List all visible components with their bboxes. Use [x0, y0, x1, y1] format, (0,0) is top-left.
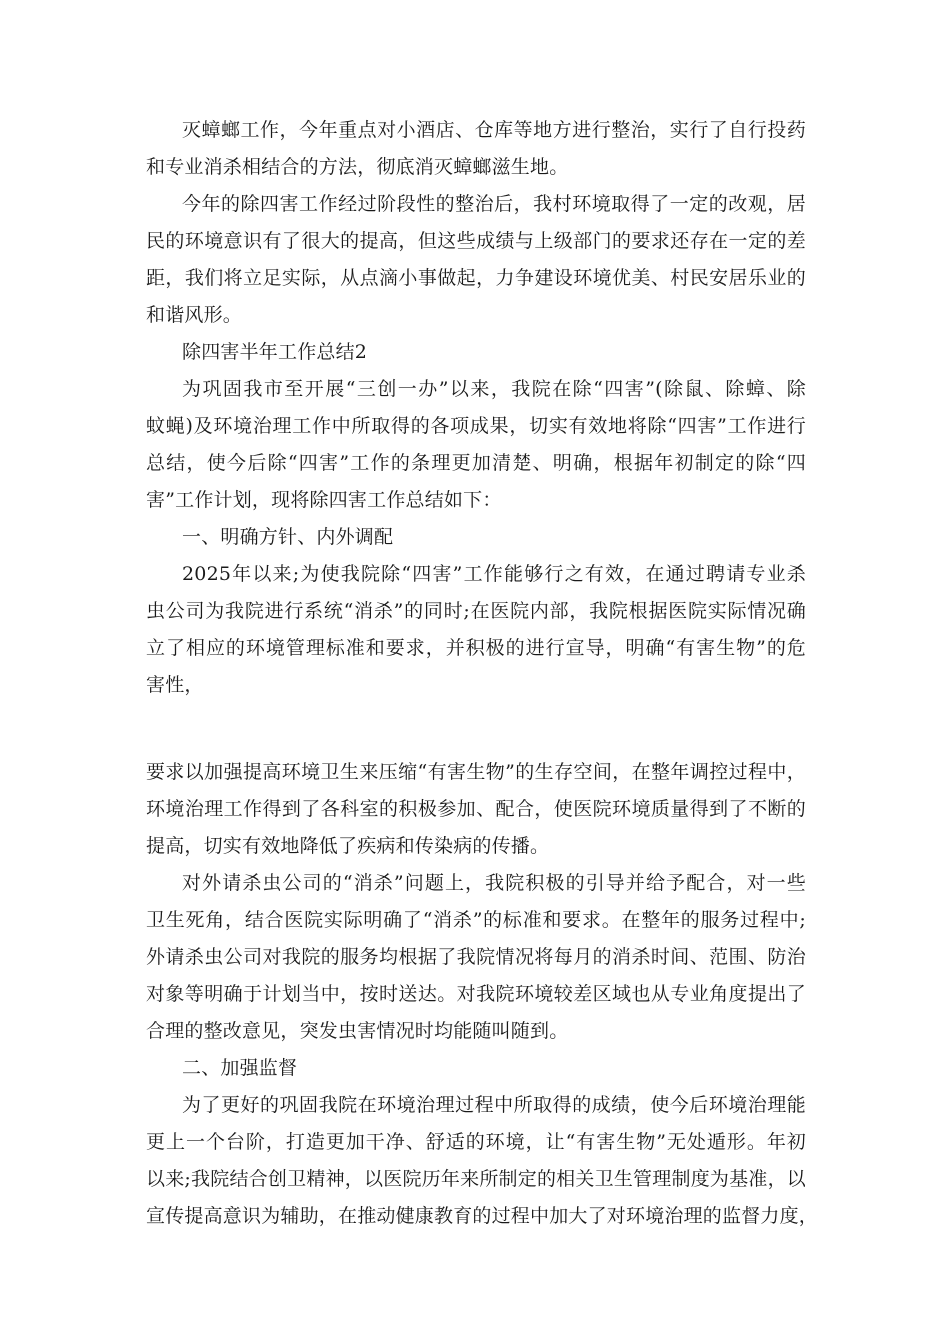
text-line: 外请杀虫公司对我院的服务均根据了我院情况将每月的消杀时间、范围、防治: [146, 946, 806, 968]
text-line: 对外请杀虫公司的“消杀”问题上，我院积极的引导并给予配合，对一些: [182, 872, 806, 894]
text-line: 对象等明确于计划当中，按时送达。对我院环境较差区域也从专业角度提出了: [146, 983, 806, 1005]
paragraph-environment: [146, 754, 806, 865]
text-line: 为了更好的巩固我院在环境治理过程中所取得的成绩，使今后环境治理能: [182, 1094, 806, 1116]
paragraph-pest-company: [146, 865, 806, 1050]
text-line: 距，我们将立足实际，从点滴小事做起，力争建设环境优美、村民安居乐业的: [146, 267, 806, 289]
section-heading: 除四害半年工作总结2: [182, 341, 368, 363]
text-line: 和专业消杀相结合的方法，彻底消灭蟑螂滋生地。: [146, 156, 569, 178]
text-line: 民的环境意识有了很大的提高，但这些成绩与上级部门的要求还存在一定的差: [146, 230, 806, 252]
text-line: 要求以加强提高环境卫生来压缩“有害生物”的生存空间，在整年调控过程中，: [146, 761, 806, 783]
document-page: [146, 112, 819, 1235]
text-line: 害性，: [146, 674, 204, 696]
paragraph-policy: [146, 556, 806, 704]
text-line: 为巩固我市至开展“三创一办”以来，我院在除“四害”(除鼠、除蟑、除: [182, 378, 806, 400]
text-line: 2025年以来;为使我院除“四害”工作能够行之有效，在通过聘请专业杀: [182, 563, 806, 585]
text-line: 立了相应的环境管理标准和要求，并积极的进行宣导，明确“有害生物”的危: [146, 637, 806, 659]
paragraph-supervision: [146, 1087, 819, 1235]
subsection-title: 二、加强监督: [182, 1057, 298, 1079]
text-line: 虫公司为我院进行系统“消杀”的同时;在医院内部，我院根据医院实际情况确: [146, 600, 806, 622]
text-line: 蚊蝇)及环境治理工作中所取得的各项成果，切实有效地将除“四害”工作进行: [146, 415, 806, 437]
text-line: 宣传提高意识为辅助，在推动健康教育的过程中加大了对环境治理的监督力度，: [146, 1205, 819, 1227]
subsection-title: 一、明确方针、内外调配: [182, 526, 394, 548]
page-break-gap: [146, 704, 806, 754]
paragraph-cockroach-control: [146, 112, 806, 186]
text-line: 更上一个台阶，打造更加干净、舒适的环境，让“有害生物”无处遁形。年初: [146, 1131, 806, 1153]
paragraph-intro: [146, 371, 806, 519]
text-line: 和谐风形。: [146, 304, 243, 326]
text-line: 提高，切实有效地降低了疾病和传染病的传播。: [146, 835, 550, 857]
text-line: 环境治理工作得到了各科室的积极参加、配合，使医院环境质量得到了不断的: [146, 798, 806, 820]
text-line: 总结，使今后除“四害”工作的条理更加清楚、明确，根据年初制定的除“四: [146, 452, 806, 474]
paragraph-summary: [146, 186, 806, 334]
text-line: 灭蟑螂工作，今年重点对小酒店、仓库等地方进行整治，实行了自行投药: [182, 119, 806, 141]
text-line: 今年的除四害工作经过阶段性的整治后，我村环境取得了一定的改观，居: [182, 193, 806, 215]
text-line: 卫生死角，结合医院实际明确了“消杀”的标准和要求。在整年的服务过程中;: [146, 909, 806, 931]
text-line: 害”工作计划，现将除四害工作总结如下：: [146, 489, 502, 511]
text-line: 以来;我院结合创卫精神，以医院历年来所制定的相关卫生管理制度为基准，以: [146, 1168, 806, 1190]
text-line: 合理的整改意见，突发虫害情况时均能随叫随到。: [146, 1020, 569, 1042]
